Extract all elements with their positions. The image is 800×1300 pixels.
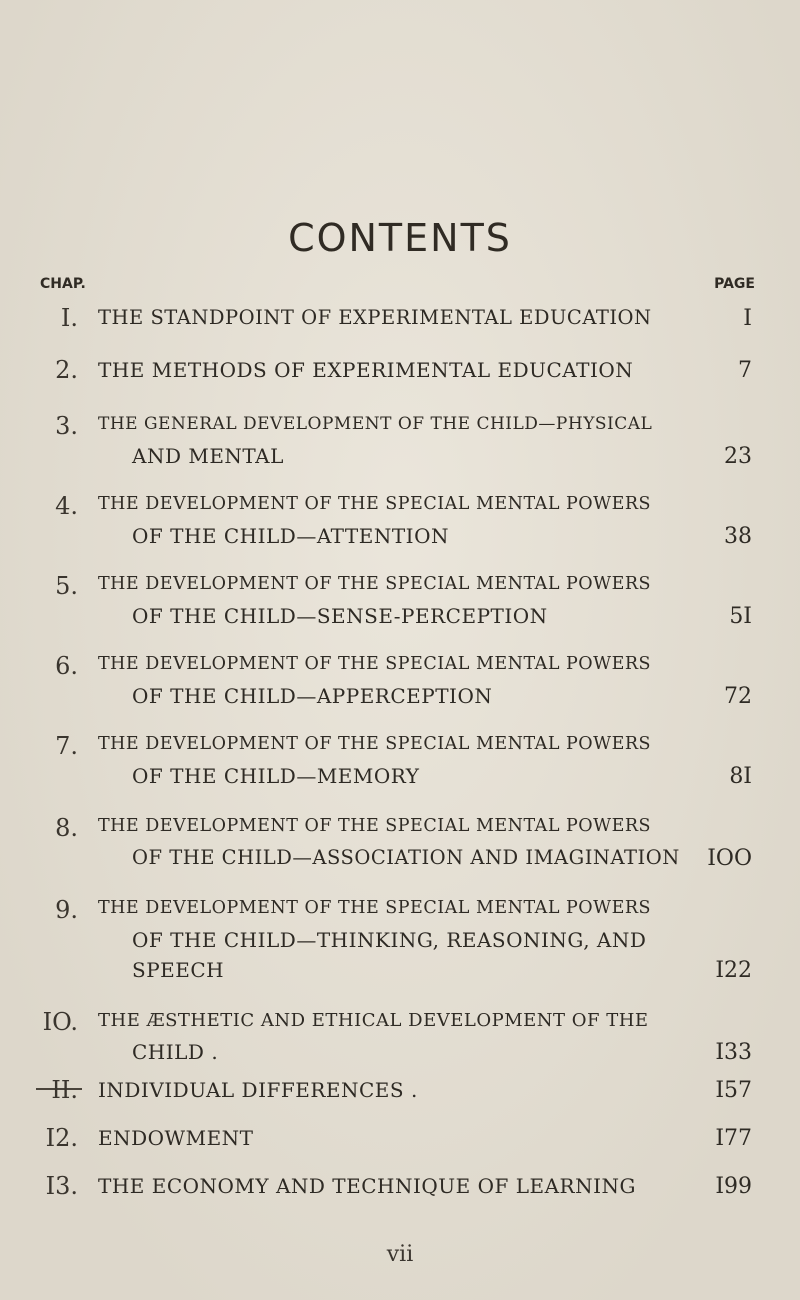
chapter-number: 8. <box>55 814 78 842</box>
page-number: 8I <box>729 764 752 789</box>
chapter-title-line: CHILD . <box>132 1040 219 1064</box>
page-number: I <box>743 306 752 331</box>
page-number: 23 <box>724 444 752 469</box>
chapter-number: 5. <box>55 572 78 600</box>
chapter-title-line: OF THE CHILD—MEMORY <box>132 764 420 788</box>
page-number: 72 <box>724 684 752 709</box>
chapter-title-line: THE ÆSTHETIC AND ETHICAL DEVELOPMENT OF THE <box>98 1010 649 1031</box>
page-number: I22 <box>715 958 752 983</box>
page-number: 38 <box>724 524 752 549</box>
chapter-number: 6. <box>55 652 78 680</box>
chapter-title-line: OF THE CHILD—THINKING, REASONING, AND <box>132 928 647 952</box>
page-column-header: PAGE <box>714 276 755 292</box>
chapter-number: 3. <box>55 412 78 440</box>
page-number: IOO <box>707 846 752 871</box>
chapter-number: 2. <box>55 356 78 384</box>
chapter-number: 7. <box>55 732 78 760</box>
chapter-title-line: THE DEVELOPMENT OF THE SPECIAL MENTAL POWERS <box>98 898 652 918</box>
chapter-title-line: THE METHODS OF EXPERIMENTAL EDUCATION <box>98 358 634 382</box>
chapter-number: 4. <box>55 492 78 520</box>
chapter-title-line: THE ECONOMY AND TECHNIQUE OF LEARNING <box>98 1174 636 1198</box>
chapter-number: I2. <box>45 1124 78 1152</box>
chapter-title-line: AND MENTAL <box>132 444 284 468</box>
chapter-title-line: THE DEVELOPMENT OF THE SPECIAL MENTAL POWERS <box>98 816 652 836</box>
chapter-title-line: THE DEVELOPMENT OF THE SPECIAL MENTAL POWERS <box>98 574 652 594</box>
chapter-title-line: THE DEVELOPMENT OF THE SPECIAL MENTAL POWERS <box>98 734 652 754</box>
chapter-title-line: THE STANDPOINT OF EXPERIMENTAL EDUCATION <box>98 306 652 329</box>
chapter-title-line: SPEECH <box>132 958 225 982</box>
chapter-number: I3. <box>45 1172 78 1200</box>
chapter-number: IO. <box>42 1008 78 1036</box>
page-title: CONTENTS <box>288 216 512 260</box>
chapter-number: II. <box>51 1076 78 1104</box>
page-number: 7 <box>738 358 752 383</box>
page-number: I99 <box>715 1174 752 1199</box>
chapter-title-line: ENDOWMENT <box>98 1126 254 1150</box>
page-number: I77 <box>715 1126 752 1151</box>
chapter-title-line: THE DEVELOPMENT OF THE SPECIAL MENTAL POWERS <box>98 654 652 674</box>
chapter-title-line: THE DEVELOPMENT OF THE SPECIAL MENTAL POWERS <box>98 494 652 514</box>
page-number: I57 <box>715 1078 752 1103</box>
chapter-column-header: CHAP. <box>40 276 86 292</box>
folio-page-number: vii <box>386 1242 414 1267</box>
chapter-title-line: INDIVIDUAL DIFFERENCES . <box>98 1078 418 1102</box>
chapter-title-line: OF THE CHILD—APPERCEPTION <box>132 684 493 708</box>
chapter-number: I. <box>60 304 78 332</box>
chapter-title-line: OF THE CHILD—ATTENTION <box>132 524 449 548</box>
chapter-title-line: THE GENERAL DEVELOPMENT OF THE CHILD—PHYSICAL <box>98 414 653 434</box>
page-number: I33 <box>715 1040 752 1065</box>
chapter-title-line: OF THE CHILD—SENSE-PERCEPTION <box>132 604 548 628</box>
chapter-number: 9. <box>55 896 78 924</box>
chapter-title-line: OF THE CHILD—ASSOCIATION AND IMAGINATION <box>132 846 680 869</box>
page-number: 5I <box>729 604 752 629</box>
